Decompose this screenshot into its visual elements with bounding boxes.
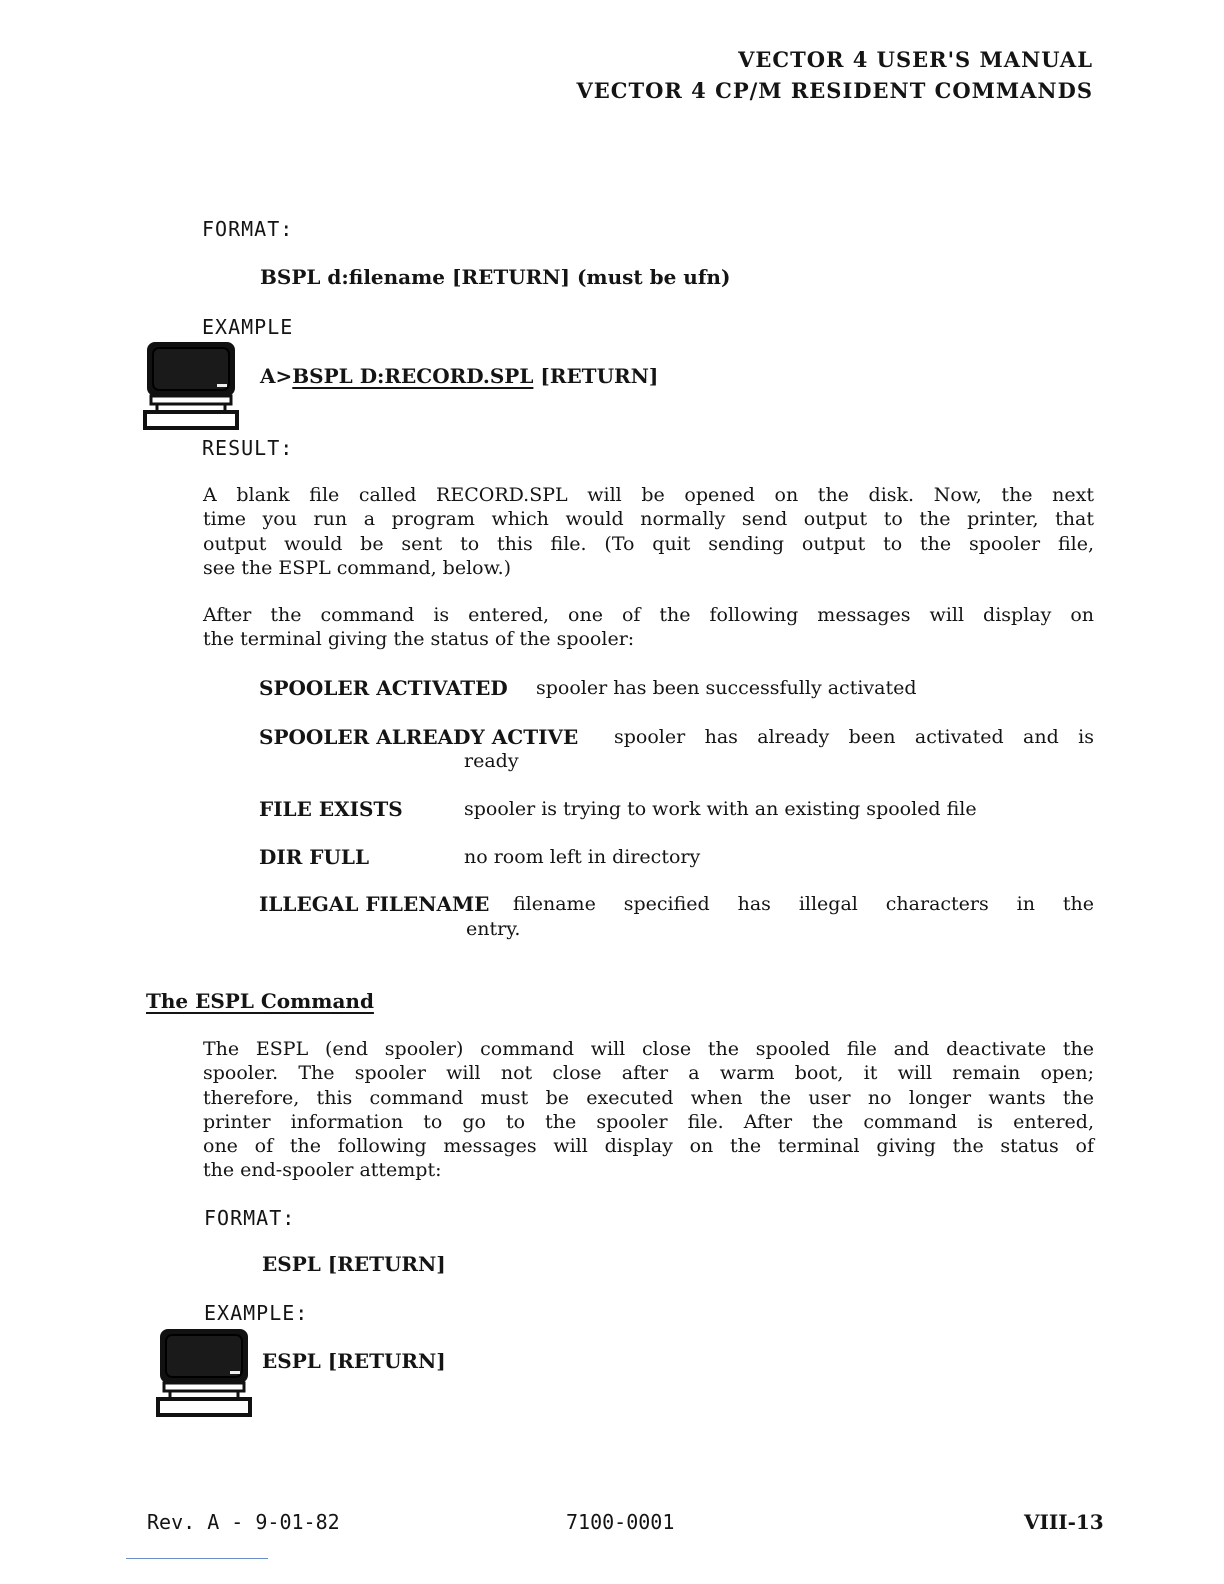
espl-line: spooler. The spooler will not close after a warm boot, it will remain open; — [203, 1062, 1094, 1085]
espl-line: the end-spooler attempt: — [203, 1159, 442, 1182]
footer-revision: Rev. A - 9-01-82 — [147, 1510, 340, 1534]
example-typed: BSPL D:RECORD.SPL — [292, 364, 534, 388]
format-command: BSPL d:filename [RETURN] (must be ufn) — [260, 265, 731, 289]
after-line: After the command is entered, one of the following messages will display on — [203, 604, 1094, 626]
espl-paragraph — [203, 1037, 1094, 1183]
espl-line: printer information to go to the spooler file. After the command is entered, — [203, 1110, 1094, 1133]
espl-line: therefore, this command must be executed when the user no longer wants the — [203, 1086, 1094, 1109]
message-term: SPOOLER ACTIVATED — [259, 676, 508, 700]
message-description-cont: entry. — [466, 918, 521, 940]
espl-example-label: EXAMPLE: — [204, 1301, 309, 1325]
terminal-icon — [143, 340, 239, 432]
section-title: VECTOR 4 CP/M RESIDENT COMMANDS — [576, 78, 1093, 103]
message-term: SPOOLER ALREADY ACTIVE — [259, 725, 579, 749]
message-description: spooler is trying to work with an existing spooled file — [464, 798, 977, 820]
after-line: the terminal giving the status of the spooler: — [203, 628, 635, 651]
message-description: spooler has been successfully activated — [536, 677, 917, 699]
result-line: time you run a program which would normally send output to the printer, that — [203, 508, 1094, 531]
espl-heading: The ESPL Command — [146, 989, 374, 1013]
espl-format-label: FORMAT: — [204, 1206, 296, 1230]
example-prompt: A> — [260, 364, 293, 388]
result-label: RESULT: — [202, 436, 294, 460]
format-label: FORMAT: — [202, 217, 294, 241]
message-description: spooler has already been activated and is — [614, 726, 1094, 748]
espl-format-command: ESPL [RETURN] — [262, 1252, 446, 1276]
message-description: filename specified has illegal characters in the — [513, 893, 1094, 915]
message-term: DIR FULL — [259, 845, 370, 869]
espl-line: The ESPL (end spooler) command will close the spooled file and deactivate the — [203, 1038, 1094, 1060]
example-command — [260, 364, 658, 388]
result-line: see the ESPL command, below.) — [203, 556, 512, 579]
after-paragraph — [203, 603, 1094, 652]
result-paragraph — [203, 483, 1094, 580]
message-term: ILLEGAL FILENAME — [259, 892, 490, 916]
scan-mark-line — [126, 1558, 268, 1559]
espl-example-command: ESPL [RETURN] — [262, 1349, 446, 1373]
message-description: no room left in directory — [464, 846, 701, 868]
result-line: output would be sent to this file. (To quit sending output to the spooler file, — [203, 532, 1094, 555]
espl-line: one of the following messages will display on the terminal giving the status of — [203, 1135, 1094, 1158]
message-description-cont: ready — [464, 750, 519, 772]
manual-title: VECTOR 4 USER'S MANUAL — [738, 47, 1093, 72]
result-line: A blank file called RECORD.SPL will be opened on the disk. Now, the next — [203, 484, 1094, 506]
example-label: EXAMPLE — [202, 315, 294, 339]
example-return: [RETURN] — [533, 364, 659, 388]
terminal-icon — [156, 1327, 252, 1419]
footer-page-number: VIII-13 — [1024, 1510, 1104, 1534]
footer-part-number: 7100-0001 — [566, 1510, 675, 1534]
message-term: FILE EXISTS — [259, 797, 403, 821]
